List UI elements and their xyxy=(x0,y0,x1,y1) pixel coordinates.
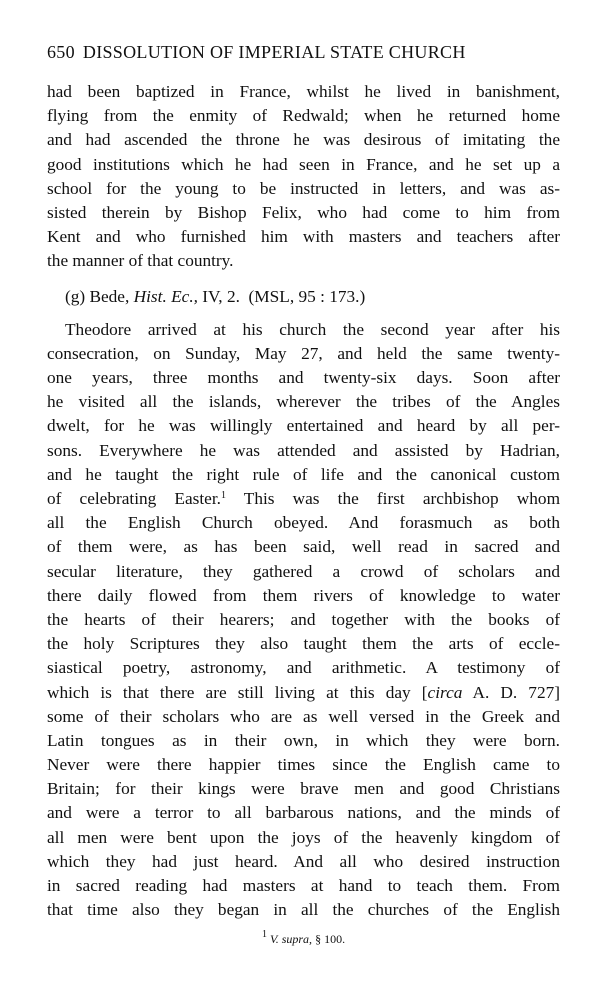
text-line: which they had just heard. And all who desired instruction xyxy=(47,851,560,871)
text-line xyxy=(47,681,560,705)
text-line: one years, three months and twenty-six days. Soon after xyxy=(47,368,560,388)
source-citation xyxy=(47,285,560,309)
citation-ref: IV, 2. xyxy=(202,286,240,306)
text-segment: A. D. 727] xyxy=(462,682,560,702)
text-line: and were a terror to all barbarous nations, and the minds of xyxy=(47,803,560,823)
footnote xyxy=(0,929,607,947)
text-line: flying from the enmity of Redwald; when he returned home xyxy=(47,106,560,126)
text-line: he visited all the islands, wherever the tribes of the Angles xyxy=(47,392,560,412)
text-line: in sacred reading had masters at hand to teach them. From xyxy=(47,876,560,896)
text-line: sons. Everywhere he was attended and assisted by Hadrian, xyxy=(47,440,560,460)
paragraph-bede xyxy=(47,318,560,923)
citation-source: (MSL, 95 : 173.) xyxy=(248,286,366,306)
running-title: DISSOLUTION OF IMPERIAL STATE CHURCH xyxy=(82,42,466,62)
text-line: good institutions which he had seen in France, and he set up a xyxy=(47,154,560,174)
text-line: Never were there happier times since the English came to xyxy=(47,755,560,775)
footnote-text: § 100. xyxy=(312,932,346,946)
text-line: secular literature, they gathered a crowd of scholars and xyxy=(47,561,560,581)
paragraph-continuation xyxy=(47,80,560,274)
text-line: school for the young to be instructed in letters, and was as- xyxy=(47,178,560,198)
citation-label: (g) Bede, xyxy=(65,286,130,306)
text-line: consecration, on Sunday, May 27, and held the same twenty- xyxy=(47,343,560,363)
citation-work: Hist. Ec., xyxy=(133,286,198,306)
text-line: some of their scholars who are as well versed in the Greek and xyxy=(47,706,560,726)
text-line: had been baptized in France, whilst he lived in banishment, xyxy=(47,82,560,101)
page-body xyxy=(47,80,560,922)
text-line: all men were bent upon the joys of the heavenly kingdom of xyxy=(47,827,560,847)
text-line: and he taught the right rule of life and the canonical custom xyxy=(47,464,560,484)
footnote-mark: 1 xyxy=(261,929,267,940)
text-line: sisted therein by Bishop Felix, who had come to him from xyxy=(47,202,560,222)
text-line: of them were, as has been said, well read in sacred and xyxy=(47,537,560,557)
running-header xyxy=(47,42,560,63)
text-line: that time also they began in all the churches of the English xyxy=(47,900,560,920)
text-line xyxy=(47,487,560,511)
text-line: siastical poetry, astronomy, and arithmetic. A testimony of xyxy=(47,658,560,678)
text-segment-italic: circa xyxy=(427,682,463,702)
text-line: the hearts of their hearers; and together with the books of xyxy=(47,609,560,629)
text-line: the manner of that country. xyxy=(47,251,234,271)
footnote-reference: 1 xyxy=(220,490,226,502)
text-line: Theodore arrived at his church the second year after his xyxy=(65,319,560,339)
text-line: there daily flowed from them rivers of knowledge to water xyxy=(47,585,560,605)
text-segment: of celebrating Easter. xyxy=(47,489,221,509)
text-line: and had ascended the throne he was desirous of imitating the xyxy=(47,130,560,150)
text-segment: which is that there are still living at this day [ xyxy=(47,682,428,702)
footnote-text-italic: V. supra, xyxy=(269,932,313,946)
text-line: Britain; for their kings were brave men and good Christians xyxy=(47,779,560,799)
text-line: dwelt, for he was willingly entertained and heard by all per- xyxy=(47,416,560,436)
text-line: Kent and who furnished him with masters and teachers after xyxy=(47,227,560,247)
page-number: 650 xyxy=(47,42,75,62)
text-segment: This was the first archbishop whom xyxy=(225,489,561,509)
text-line: all the English Church obeyed. And forasmuch as both xyxy=(47,513,560,533)
text-line: Latin tongues as in their own, in which they were born. xyxy=(47,730,560,750)
text-line: the holy Scriptures they also taught them the arts of eccle- xyxy=(47,634,560,654)
